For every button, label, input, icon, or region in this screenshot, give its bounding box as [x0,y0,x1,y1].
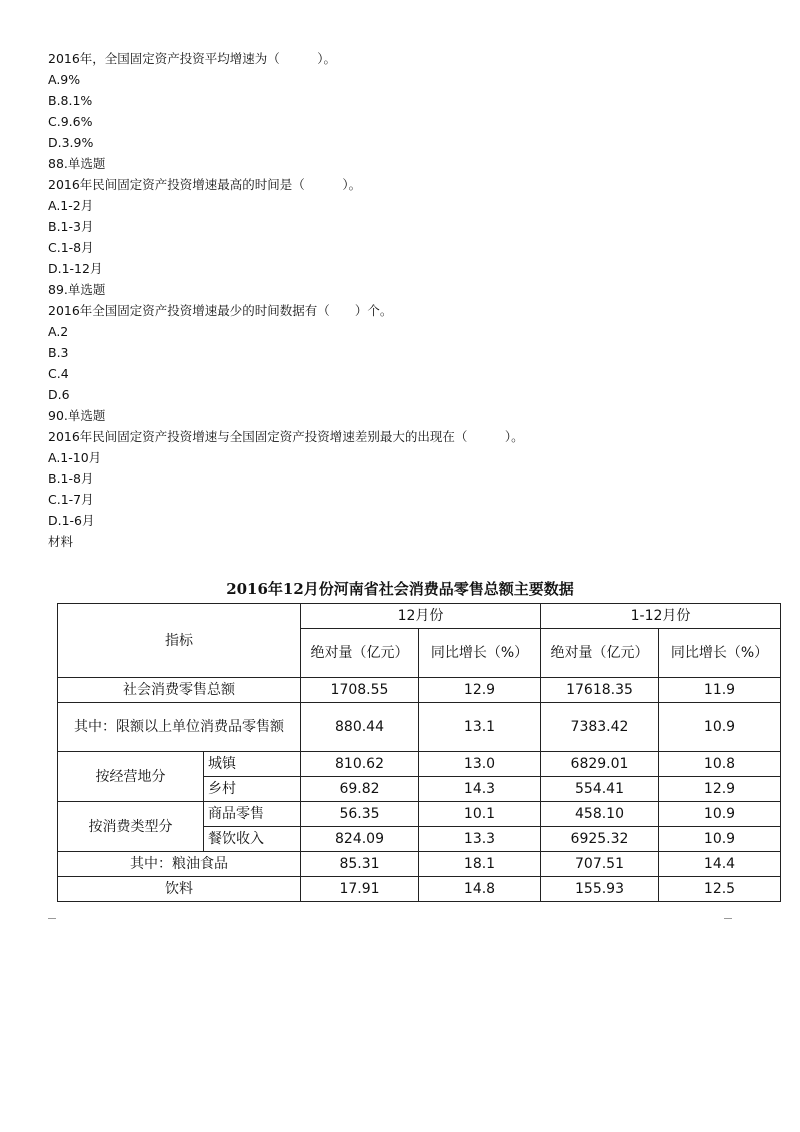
row-group-label: 按经营地分 [58,752,204,802]
cell-value: 17618.35 [541,678,659,703]
cell-value: 12.9 [419,678,541,703]
cell-value: 14.3 [419,777,541,802]
question-line: 2016年全国固定资产投资增速最少的时间数据有（ ）个。 [48,303,393,318]
cell-value: 11.9 [659,678,781,703]
header-yoy-ytd: 同比增长（%） [659,629,781,678]
option-line: B.8.1% [48,93,93,108]
header-indicator: 指标 [58,604,301,678]
cell-value: 458.10 [541,802,659,827]
table-row [58,877,781,902]
cell-value: 12.9 [659,777,781,802]
cell-value: 707.51 [541,852,659,877]
table-row [58,678,781,703]
option-line: A.9% [48,72,81,87]
cell-value: 10.1 [419,802,541,827]
table-row [58,802,781,827]
row-label: 其中：粮油食品 [58,852,301,877]
cell-value: 12.5 [659,877,781,902]
option-line: A.1-2月 [48,198,94,213]
cell-value: 69.82 [301,777,419,802]
cell-value: 824.09 [301,827,419,852]
header-period-ytd: 1-12月份 [541,604,781,629]
table-header-row [58,604,781,629]
question-list [48,48,748,552]
cell-value: 14.8 [419,877,541,902]
cell-value: 155.93 [541,877,659,902]
cell-value: 6829.01 [541,752,659,777]
retail-sales-table [57,603,781,902]
row-label: 餐饮收入 [204,827,301,852]
option-line: B.3 [48,345,69,360]
cell-value: 1708.55 [301,678,419,703]
row-label: 社会消费零售总额 [58,678,301,703]
header-abs-ytd: 绝对量（亿元） [541,629,659,678]
cell-value: 10.9 [659,802,781,827]
header-abs-dec: 绝对量（亿元） [301,629,419,678]
cell-value: 85.31 [301,852,419,877]
row-label: 乡村 [204,777,301,802]
question-line: 2016年民间固定资产投资增速最高的时间是（ ）。 [48,177,362,192]
cell-value: 13.3 [419,827,541,852]
cell-value: 10.9 [659,827,781,852]
table-row [58,852,781,877]
cell-value: 810.62 [301,752,419,777]
table-row [58,752,781,777]
cell-value: 7383.42 [541,703,659,752]
option-line: A.2 [48,324,69,339]
row-label: 城镇 [204,752,301,777]
cell-value: 880.44 [301,703,419,752]
option-line: D.1-6月 [48,513,95,528]
option-line: D.3.9% [48,135,94,150]
cell-value: 56.35 [301,802,419,827]
header-period-dec: 12月份 [301,604,541,629]
cell-value: 6925.32 [541,827,659,852]
row-label: 商品零售 [204,802,301,827]
row-label: 饮料 [58,877,301,902]
option-line: B.1-8月 [48,471,94,486]
question-number: 88.单选题 [48,156,106,171]
cell-value: 18.1 [419,852,541,877]
option-line: D.1-12月 [48,261,103,276]
header-yoy-dec: 同比增长（%） [419,629,541,678]
option-line: C.4 [48,366,69,381]
option-line: B.1-3月 [48,219,94,234]
cell-value: 13.0 [419,752,541,777]
row-label: 其中：限额以上单位消费品零售额 [58,703,301,752]
option-line: A.1-10月 [48,450,102,465]
option-line: C.1-8月 [48,240,94,255]
material-label: 材料 [48,534,74,549]
cell-value: 10.8 [659,752,781,777]
cell-value: 554.41 [541,777,659,802]
question-line: 2016年，全国固定资产投资平均增速为（ ）。 [48,51,337,66]
table-row [58,703,781,752]
question-number: 90.单选题 [48,408,106,423]
row-group-label: 按消费类型分 [58,802,204,852]
page-margin-mark [48,918,56,919]
question-number: 89.单选题 [48,282,106,297]
cell-value: 14.4 [659,852,781,877]
option-line: D.6 [48,387,70,402]
option-line: C.1-7月 [48,492,94,507]
question-line: 2016年民间固定资产投资增速与全国固定资产投资增速差别最大的出现在（ ）。 [48,429,524,444]
option-line: C.9.6% [48,114,93,129]
cell-value: 13.1 [419,703,541,752]
cell-value: 17.91 [301,877,419,902]
page-margin-mark [724,918,732,919]
table-title: 2016年12月份河南省社会消费品零售总额主要数据 [226,580,574,598]
cell-value: 10.9 [659,703,781,752]
